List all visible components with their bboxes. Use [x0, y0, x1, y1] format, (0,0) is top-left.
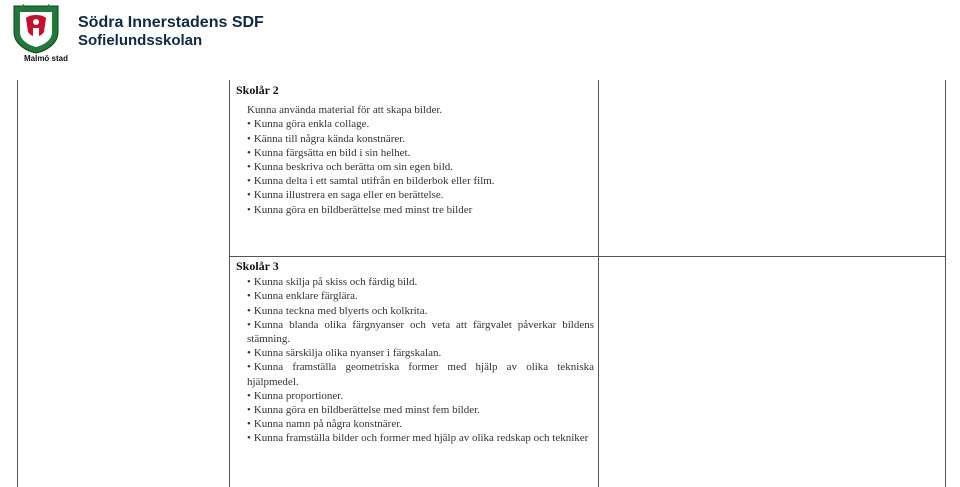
goal-text: Kunna blanda olika färgnyanser och veta att färgvalet påverkar bildens stämning. — [247, 318, 594, 346]
bullet-icon: • — [247, 161, 251, 174]
list-item — [247, 132, 594, 146]
goal-text: Kunna framställa bilder och former med hjälp av olika redskap och tekniker — [253, 432, 589, 445]
list-item — [247, 146, 594, 160]
list-item — [247, 160, 594, 174]
bullet-icon: • — [247, 175, 251, 188]
goal-text: Kunna skilja på skiss och färdig bild. — [253, 276, 418, 289]
list-item — [247, 360, 594, 388]
table-border-right — [945, 80, 946, 487]
goal-text: Känna till några kända konstnärer. — [253, 132, 406, 145]
bullet-icon: • — [247, 132, 251, 145]
list-item — [247, 431, 594, 445]
goal-text: Kunna enklare färglära. — [253, 290, 358, 303]
bullet-icon: • — [247, 276, 251, 289]
bullet-icon: • — [247, 118, 251, 131]
list-item — [247, 174, 594, 188]
goal-text: Kunna illustrera en saga eller en berättelse. — [253, 189, 444, 202]
grade-heading: Skolår 2 — [236, 83, 279, 97]
bullet-icon: • — [247, 146, 251, 159]
list-item — [247, 117, 594, 131]
bullet-icon: • — [247, 389, 251, 402]
list-item — [247, 417, 594, 431]
goal-text: Kunna göra en bildberättelse med minst fem bilder. — [253, 404, 480, 417]
goal-text: Kunna färgsätta en bild i sin helhet. — [253, 146, 411, 159]
goal-text: Kunna särskilja olika nyanser i färgskalan. — [253, 347, 442, 360]
goal-text: Kunna proportioner. — [253, 389, 344, 402]
goal-text: Kunna beskriva och berätta om sin egen bild. — [253, 161, 454, 174]
goal-text: Kunna göra en bildberättelse med minst tre bilder — [253, 203, 473, 216]
goal-text: Kunna framställa geometriska former med hjälp av olika tekniska hjälpmedel. — [247, 361, 594, 388]
page-header — [0, 0, 960, 70]
grade-2-cell — [236, 83, 594, 217]
list-item — [247, 203, 594, 217]
bullet-icon: • — [247, 404, 251, 417]
logo-caption: Malmö stad — [23, 54, 68, 63]
bullet-icon: • — [247, 304, 251, 317]
goal-text: Kunna namn på några konstnärer. — [253, 418, 403, 431]
goal-list — [236, 275, 594, 445]
goal-text: Kunna delta i ett samtal utifrån en bilderbok eller film. — [253, 175, 495, 188]
bullet-icon: • — [247, 361, 251, 374]
list-item — [247, 318, 594, 346]
goal-text: Kunna teckna med blyerts och kolkrita. — [253, 304, 428, 317]
bullet-icon: • — [247, 189, 251, 202]
table-border-left — [17, 80, 18, 487]
list-item — [247, 403, 594, 417]
grade-heading: Skolår 3 — [236, 259, 279, 273]
grade-3-cell — [236, 259, 594, 446]
org-name: Södra Innerstadens SDF — [78, 14, 264, 31]
list-item — [247, 346, 594, 360]
list-item — [247, 275, 594, 289]
malmo-stad-logo — [10, 2, 68, 64]
goal-text: Kunna använda material för att skapa bilder. — [247, 104, 443, 117]
list-item — [247, 289, 594, 303]
list-item — [247, 103, 594, 117]
table-column-divider — [598, 80, 599, 487]
coat-of-arms-icon — [10, 2, 62, 54]
bullet-icon: • — [247, 203, 251, 216]
bullet-icon: • — [247, 318, 251, 331]
table-row-divider — [229, 256, 945, 257]
goal-text: Kunna göra enkla collage. — [253, 118, 370, 131]
bullet-icon: • — [247, 347, 251, 360]
table-column-divider — [229, 80, 230, 487]
school-name: Sofielundsskolan — [78, 32, 203, 49]
list-item — [247, 389, 594, 403]
goal-list — [236, 103, 594, 217]
bullet-icon: • — [247, 432, 251, 445]
organization-title — [78, 14, 264, 50]
bullet-icon: • — [247, 290, 251, 303]
list-item — [247, 188, 594, 202]
list-item — [247, 304, 594, 318]
bullet-icon: • — [247, 418, 251, 431]
